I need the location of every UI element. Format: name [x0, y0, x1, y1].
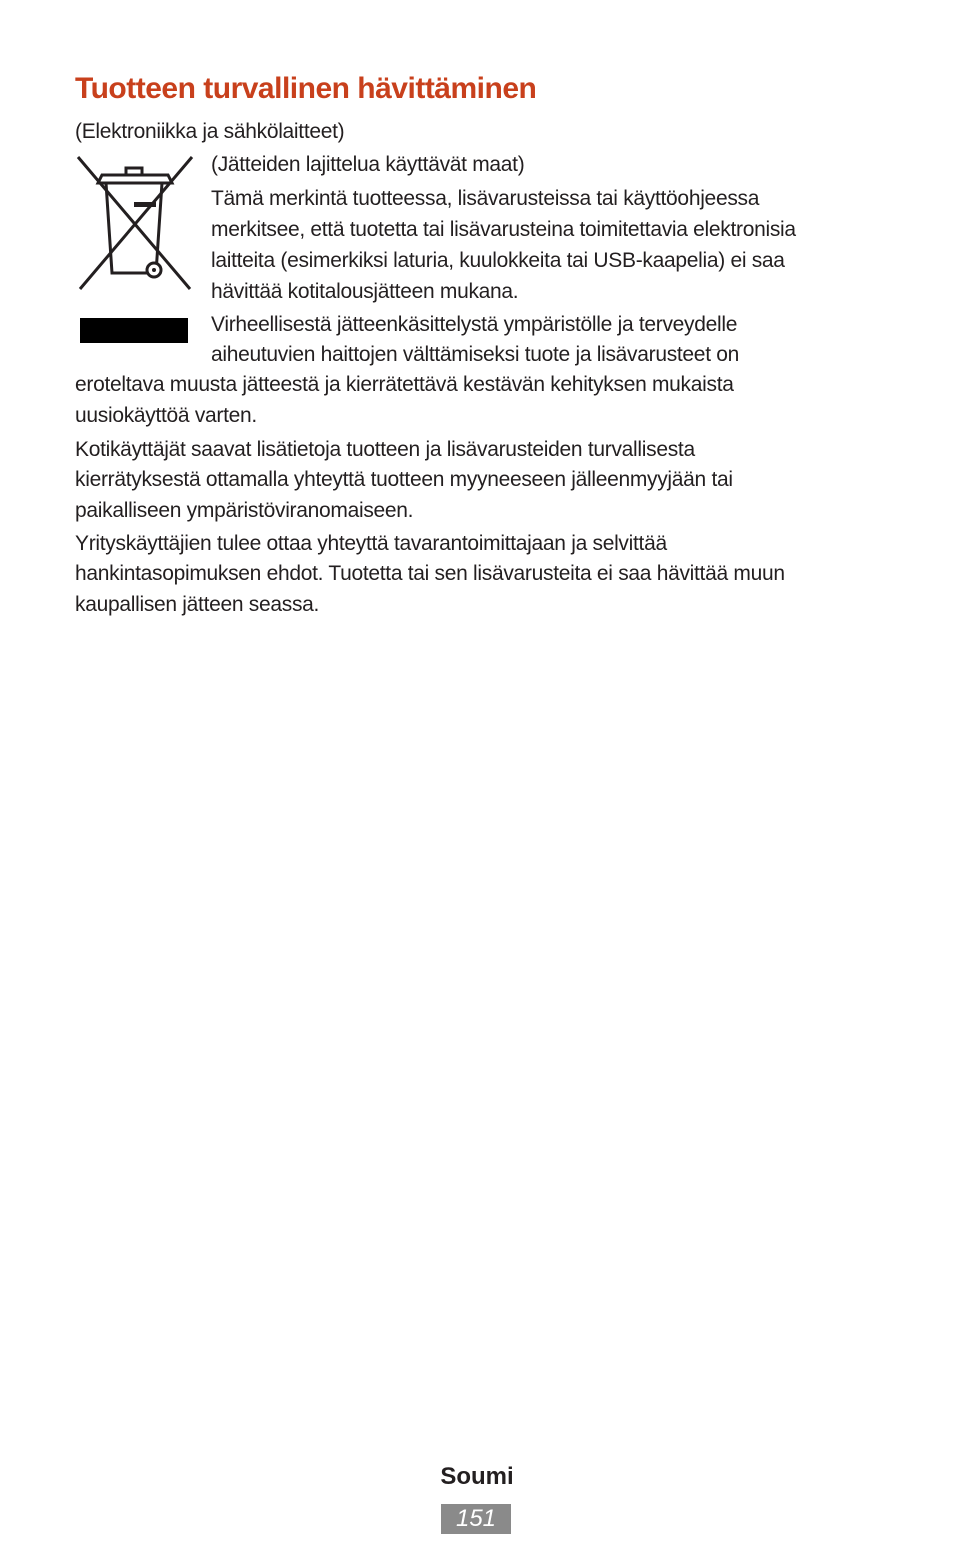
- text-line: laitteita (esimerkiksi laturia, kuulokkeita tai USB-kaapelia) ei saa: [211, 249, 785, 272]
- text-line: uusiokäyttöä varten.: [75, 404, 257, 427]
- text-line: kierrätyksestä ottamalla yhteyttä tuotteen myyneeseen jälleenmyyjään tai: [75, 468, 733, 491]
- text-line: hävittää kotitalousjätteen mukana.: [211, 280, 519, 303]
- text-line: Virheellisestä jätteenkäsittelystä ympäristölle ja terveydelle: [211, 313, 738, 336]
- text-line: aiheutuvien haittojen välttämiseksi tuote ja lisävarusteet on: [211, 343, 740, 366]
- crossed-out-wheelie-bin-icon: [74, 155, 196, 295]
- subtitle: (Elektroniikka ja sähkölaitteet): [75, 120, 345, 143]
- text-line: hankintasopimuksen ehdot. Tuotetta tai sen lisävarusteita ei saa hävittää muun: [75, 562, 785, 585]
- text-line: eroteltava muusta jätteestä ja kierrätettävä kestävän kehityksen mukaista: [75, 373, 734, 396]
- text-line: (Jätteiden lajittelua käyttävät maat): [211, 153, 525, 176]
- text-line: Yrityskäyttäjien tulee ottaa yhteyttä tavarantoimittajaan ja selvittää: [75, 532, 667, 555]
- text-line: Tämä merkintä tuotteessa, lisävarusteissa tai käyttöohjeessa: [211, 187, 760, 210]
- text-line: paikalliseen ympäristöviranomaiseen.: [75, 499, 414, 522]
- text-line: kaupallisen jätteen seassa.: [75, 593, 320, 616]
- page-number: 151: [441, 1504, 511, 1534]
- black-bar-marker: [80, 318, 188, 343]
- footer-language: Soumi: [440, 1463, 514, 1490]
- page-title: Tuotteen turvallinen hävittäminen: [75, 72, 537, 105]
- text-line: Kotikäyttäjät saavat lisätietoja tuotteen ja lisävarusteiden turvallisesta: [75, 438, 695, 461]
- text-line: merkitsee, että tuotetta tai lisävarusteina toimitettavia elektronisia: [211, 218, 796, 241]
